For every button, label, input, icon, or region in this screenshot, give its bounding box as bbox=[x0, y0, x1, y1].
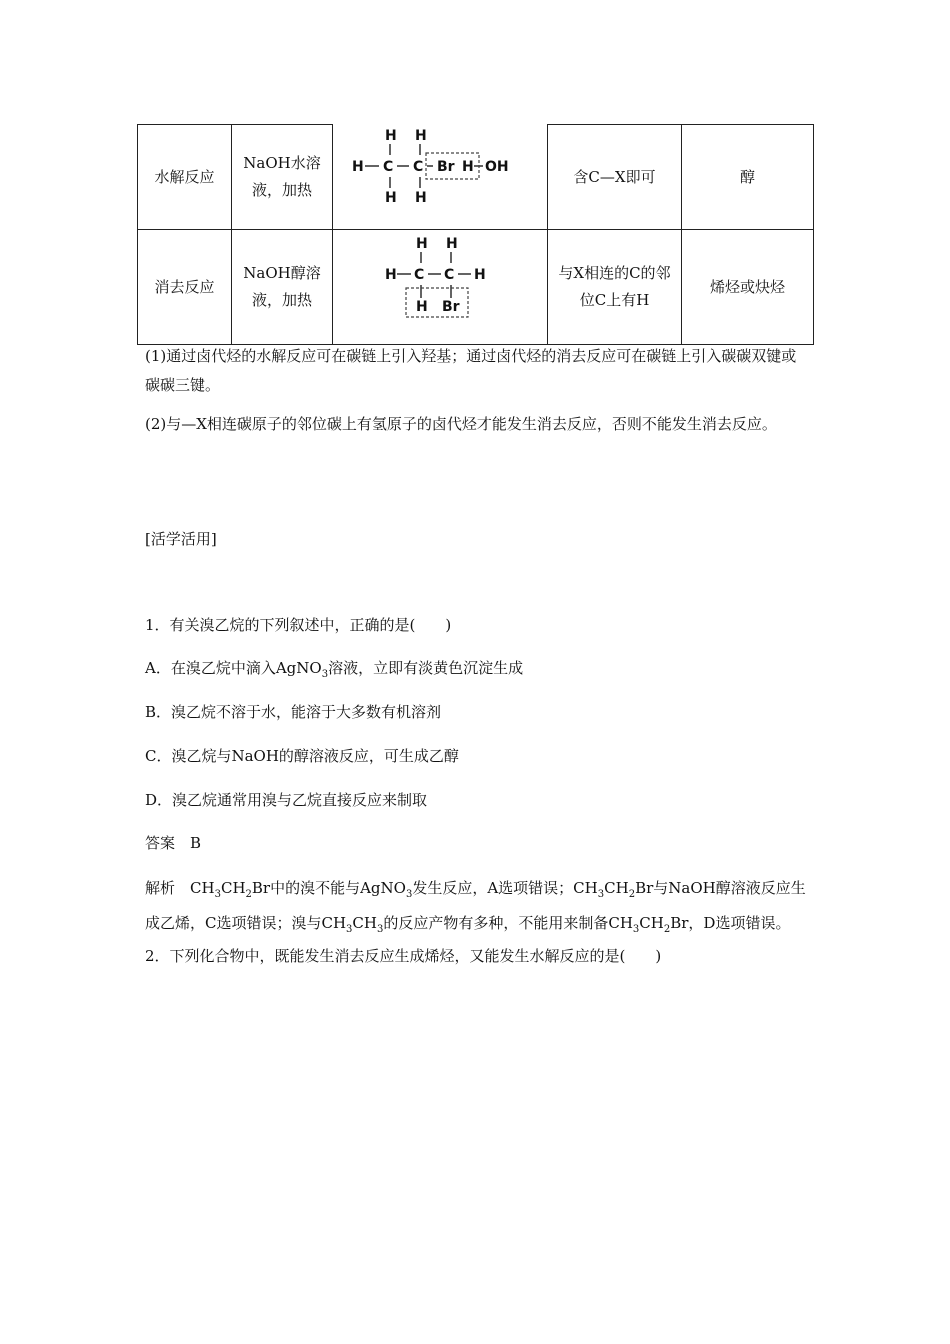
option-c: C．溴乙烷与NaOH的醇溶液反应，可生成乙醇 bbox=[145, 747, 459, 765]
subscript: 3 bbox=[597, 889, 605, 900]
atom-h: H bbox=[352, 158, 364, 175]
atom-h: H bbox=[415, 189, 427, 206]
atom-h: H bbox=[385, 189, 397, 206]
option-a-text: A．在溴乙烷中滴入AgNO bbox=[145, 659, 322, 677]
atom-h: H bbox=[416, 236, 428, 252]
note-1: (1)通过卤代烃的水解反应可在碳链上引入羟基；通过卤代烃的消去反应可在碳链上引入碳碳双键或碳碳三键。 bbox=[145, 347, 797, 394]
condition-cell: NaOH水溶液，加热 bbox=[232, 125, 333, 230]
requirement-cell: 含C—X即可 bbox=[548, 125, 682, 230]
atom-c: C bbox=[383, 158, 394, 175]
answer-value: B bbox=[190, 834, 202, 852]
question-1-stem: 1．有关溴乙烷的下列叙述中，正确的是( ) bbox=[145, 616, 452, 634]
condition-cell: NaOH醇溶液，加热 bbox=[232, 230, 333, 345]
table-row-hydrolysis bbox=[138, 125, 814, 230]
reaction-table bbox=[137, 124, 814, 345]
subscript: 3 bbox=[632, 924, 640, 935]
atom-h: H bbox=[446, 236, 458, 252]
analysis-text: CH bbox=[352, 914, 377, 932]
analysis-text: CH bbox=[190, 879, 215, 897]
bromoethane-hydrolysis-structure bbox=[333, 125, 548, 229]
atom-c: C bbox=[413, 158, 424, 175]
atom-h: H bbox=[415, 127, 427, 144]
subscript: 3 bbox=[346, 924, 353, 935]
atom-br: Br bbox=[437, 158, 455, 175]
atom-c: C bbox=[444, 267, 455, 283]
option-d: D．溴乙烷通常用溴与乙烷直接反应来制取 bbox=[145, 791, 428, 809]
subscript: 3 bbox=[214, 889, 221, 900]
analysis-text: 的反应产物有多种，不能用来制备CH bbox=[383, 914, 633, 932]
answer-line bbox=[145, 832, 201, 853]
atom-h: H bbox=[385, 127, 397, 144]
analysis bbox=[145, 874, 809, 944]
requirement-cell: 与X相连的C的邻位C上有H bbox=[548, 230, 682, 345]
subscript: 2 bbox=[628, 889, 636, 900]
answer-label: 答案 bbox=[145, 834, 176, 852]
analysis-text: Br中的溴不能与AgNO bbox=[251, 879, 406, 897]
option-a bbox=[145, 657, 523, 680]
bromoethane-elimination-structure bbox=[333, 230, 548, 344]
subscript: 3 bbox=[405, 889, 413, 900]
atom-h: H bbox=[462, 158, 474, 175]
atom-h: H bbox=[416, 299, 428, 315]
analysis-text: Br，D选项错误。 bbox=[670, 914, 791, 932]
subscript: 3 bbox=[321, 669, 329, 680]
subscript: 3 bbox=[376, 924, 384, 935]
subscript: 2 bbox=[663, 924, 671, 935]
option-a-text: 溶液，立即有淡黄色沉淀生成 bbox=[328, 659, 524, 677]
atom-h: H bbox=[474, 267, 486, 283]
analysis-text: CH bbox=[604, 879, 629, 897]
question-2-stem: 2．下列化合物中，既能发生消去反应生成烯烃，又能发生水解反应的是( ) bbox=[145, 947, 662, 965]
subscript: 2 bbox=[245, 889, 252, 900]
reaction-type-cell: 水解反应 bbox=[138, 125, 232, 230]
atom-oh: OH bbox=[485, 158, 509, 175]
product-cell: 醇 bbox=[682, 125, 814, 230]
structure-cell bbox=[333, 125, 548, 230]
note-2: (2)与—X相连碳原子的邻位碳上有氢原子的卤代烃才能发生消去反应，否则不能发生消去反应。 bbox=[145, 415, 777, 433]
atom-h: H bbox=[385, 267, 397, 283]
reaction-type-cell: 消去反应 bbox=[138, 230, 232, 345]
analysis-text: Br与NaOH醇溶液反应生成乙烯，C选项错误；溴与CH bbox=[145, 879, 806, 932]
analysis-text: CH bbox=[220, 879, 246, 897]
analysis-label: 解析 bbox=[145, 879, 176, 897]
analysis-text: 发生反应，A选项错误；CH bbox=[412, 879, 598, 897]
atom-br: Br bbox=[442, 299, 460, 315]
section-title: [活学活用] bbox=[145, 530, 217, 548]
product-cell: 烯烃或炔烃 bbox=[682, 230, 814, 345]
structure-cell bbox=[333, 230, 548, 345]
atom-c: C bbox=[414, 267, 425, 283]
option-b: B．溴乙烷不溶于水，能溶于大多数有机溶剂 bbox=[145, 703, 442, 721]
table-row-elimination bbox=[138, 230, 814, 345]
analysis-text: CH bbox=[639, 914, 664, 932]
